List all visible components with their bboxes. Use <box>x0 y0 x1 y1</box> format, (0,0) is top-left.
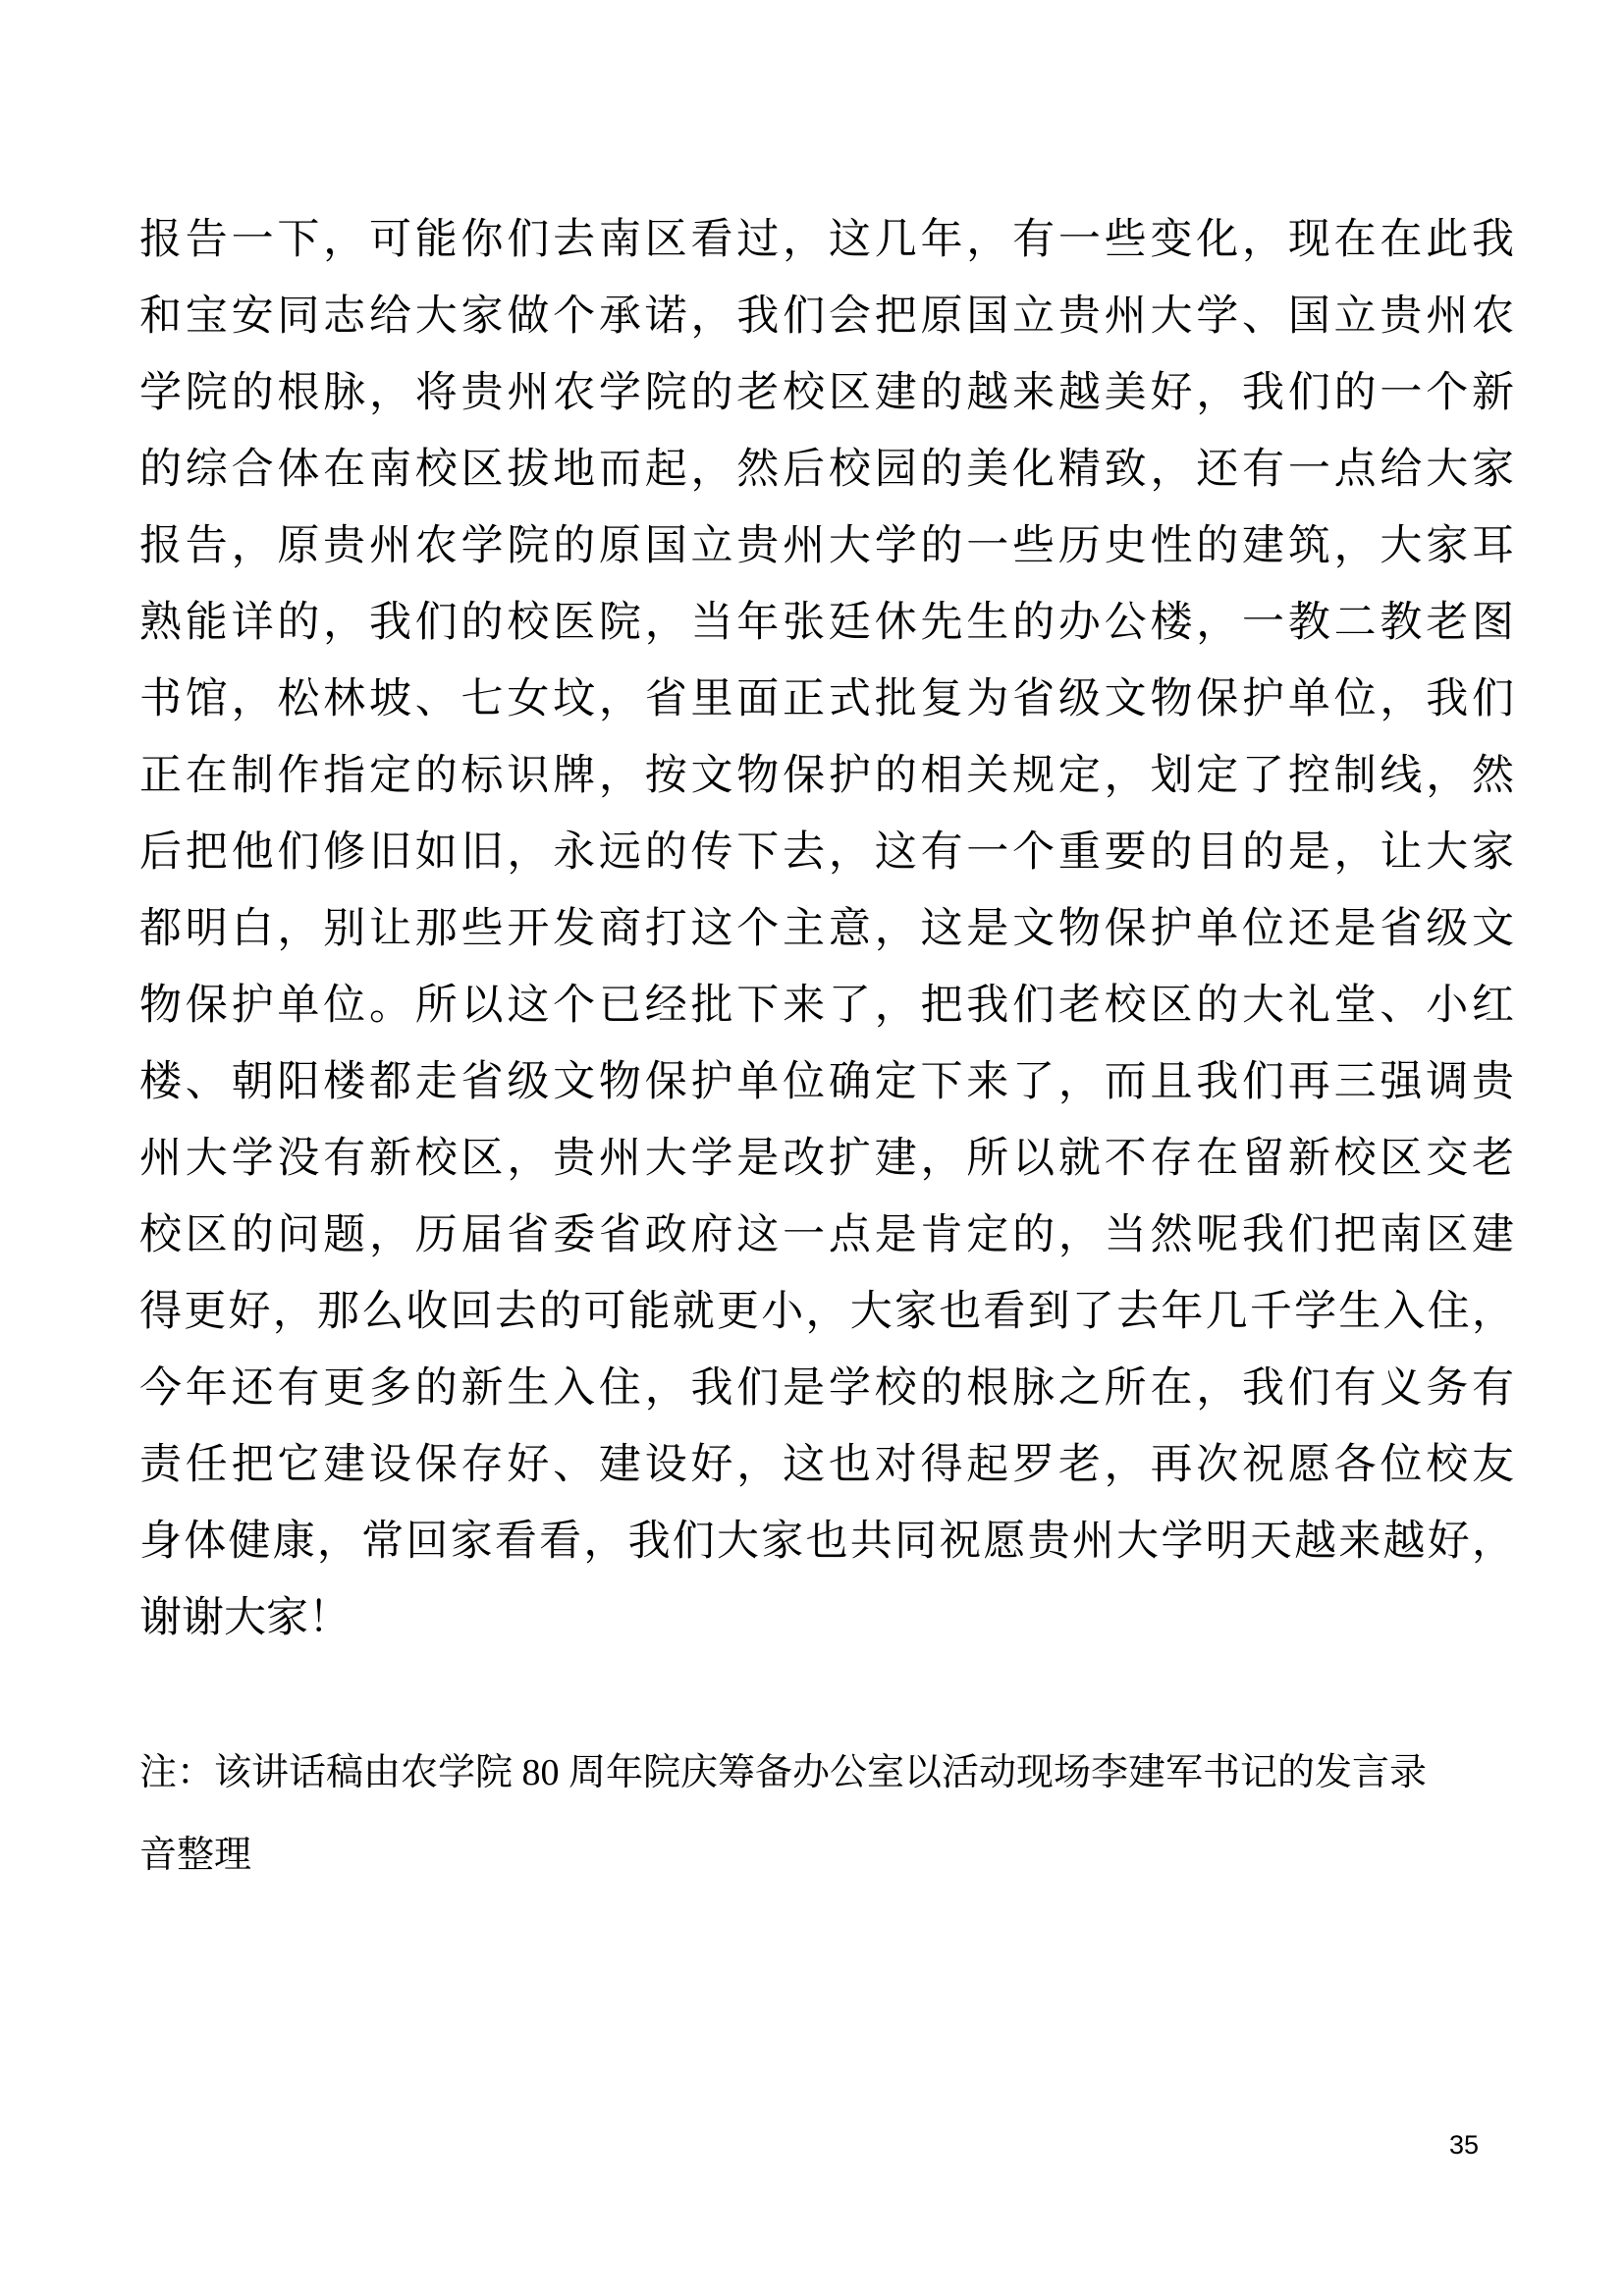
body-line-11: 物保护单位。所以这个已经批下来了，把我们老校区的大礼堂、小红 <box>139 983 1514 1029</box>
body-line-5: 报告，原贵州农学院的原国立贵州大学的一些历史性的建筑，大家耳 <box>139 523 1514 569</box>
body-line-12: 楼、朝阳楼都走省级文物保护单位确定下来了，而且我们再三强调贵 <box>139 1059 1514 1105</box>
body-line-16: 今年还有更多的新生入住，我们是学校的根脉之所在，我们有义务有 <box>139 1365 1514 1412</box>
body-line-3: 学院的根脉，将贵州农学院的老校区建的越来越美好，我们的一个新 <box>139 370 1514 416</box>
page-number: 35 <box>1449 2130 1480 2160</box>
note-paragraph <box>139 1732 1534 1896</box>
body-line-14: 校区的问题，历届省委省政府这一点是肯定的，当然呢我们把南区建 <box>139 1212 1514 1258</box>
body-line-1: 报告一下，可能你们去南区看过，这几年，有一些变化，现在在此我 <box>139 217 1514 263</box>
body-line-9: 后把他们修旧如旧，永远的传下去，这有一个重要的目的是，让大家 <box>139 829 1514 876</box>
body-line-18: 身体健康，常回家看看，我们大家也共同祝愿贵州大学明天越来越好， <box>139 1519 1514 1565</box>
note-line-2: 音整理 <box>139 1835 252 1876</box>
body-line-15: 得更好，那么收回去的可能就更小，大家也看到了去年几千学生入住， <box>139 1289 1514 1335</box>
body-line-6: 熟能详的，我们的校医院，当年张廷休先生的办公楼，一教二教老图 <box>139 600 1514 646</box>
body-line-7: 书馆，松林坡、七女坟，省里面正式批复为省级文物保护单位，我们 <box>139 676 1514 722</box>
body-line-19: 谢谢大家！ <box>139 1595 351 1641</box>
body-line-4: 的综合体在南校区拔地而起，然后校园的美化精致，还有一点给大家 <box>139 447 1514 493</box>
note-line-1: 注：该讲话稿由农学院 80 周年院庆筹备办公室以活动现场李建军书记的发言录 <box>139 1752 1428 1793</box>
body-line-8: 正在制作指定的标识牌，按文物保护的相关规定，划定了控制线，然 <box>139 753 1514 799</box>
body-line-13: 州大学没有新校区，贵州大学是改扩建，所以就不存在留新校区交老 <box>139 1136 1514 1182</box>
body-line-2: 和宝安同志给大家做个承诺，我们会把原国立贵州大学、国立贵州农 <box>139 294 1514 340</box>
body-line-10: 都明白，别让那些开发商打这个主意，这是文物保护单位还是省级文 <box>139 906 1514 952</box>
speech-paragraph <box>139 202 1514 1657</box>
body-line-17: 责任把它建设保存好、建设好，这也对得起罗老，再次祝愿各位校友 <box>139 1442 1514 1488</box>
